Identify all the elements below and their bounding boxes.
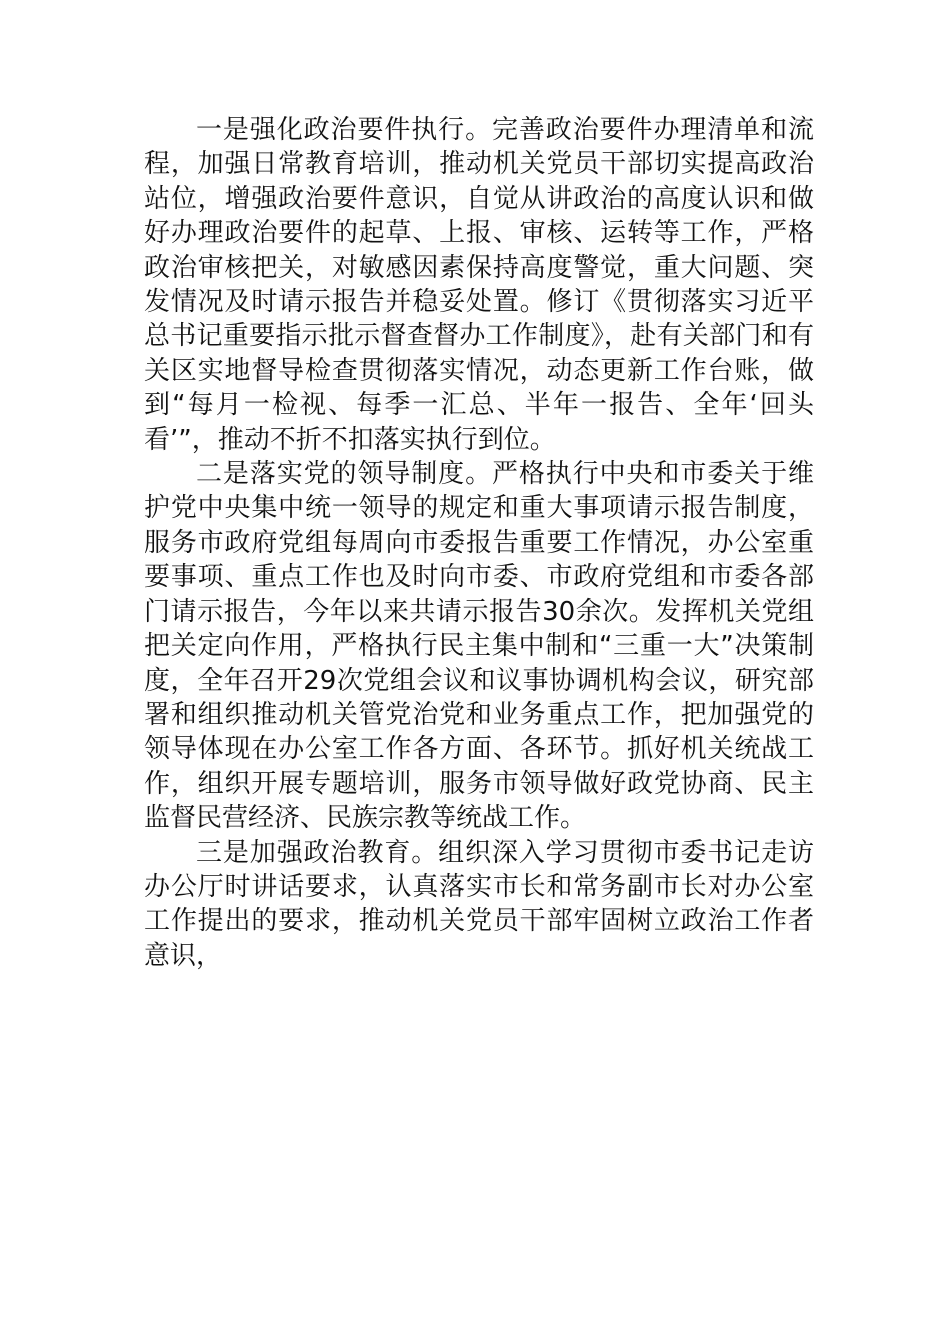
paragraph-political-education: 三是加强政治教育。组织深入学习贯彻市委书记走访办公厅时讲话要求，认真落实市长和常务副市长对办公室工作提出的要求，推动机关党员干部牢固树立政治工作者意识， (144, 837, 814, 971)
document-body (144, 113, 814, 973)
paragraph-political-documents: 一是强化政治要件执行。完善政治要件办理清单和流程，加强日常教育培训，推动机关党员干部切实提高政治站位，增强政治要件意识，自觉从讲政治的高度认识和做好办理政治要件的起草、上报、审核、运转等工作，严格政治审核把关，对敏感因素保持高度警觉，重大问题、突发情况及时请示报告并稳妥处置。修订《贯彻落实习近平总书记重要指示批示督查督办工作制度》，赴有关部门和有关区实地督导检查贯彻落实情况，动态更新工作台账，做到“每月一检视、每季一汇总、半年一报告、全年‘回头看’”，推动不折不扣落实执行到位。 (144, 115, 814, 455)
paragraph-party-leadership: 二是落实党的领导制度。严格执行中央和市委关于维护党中央集中统一领导的规定和重大事项请示报告制度，服务市政府党组每周向市委报告重要工作情况，办公室重要事项、重点工作也及时向市委、市政府党组和市委各部门请示报告，今年以来共请示报告30余次。发挥机关党组把关定向作用，严格执行民主集中制和“三重一大”决策制度，全年召开29次党组会议和议事协调机构会议，研究部署和组织推动机关管党治党和业务重点工作，把加强党的领导体现在办公室工作各方面、各环节。抓好机关统战工作，组织开展专题培训，服务市领导做好政党协商、民主监督民营经济、民族宗教等统战工作。 (144, 459, 814, 834)
